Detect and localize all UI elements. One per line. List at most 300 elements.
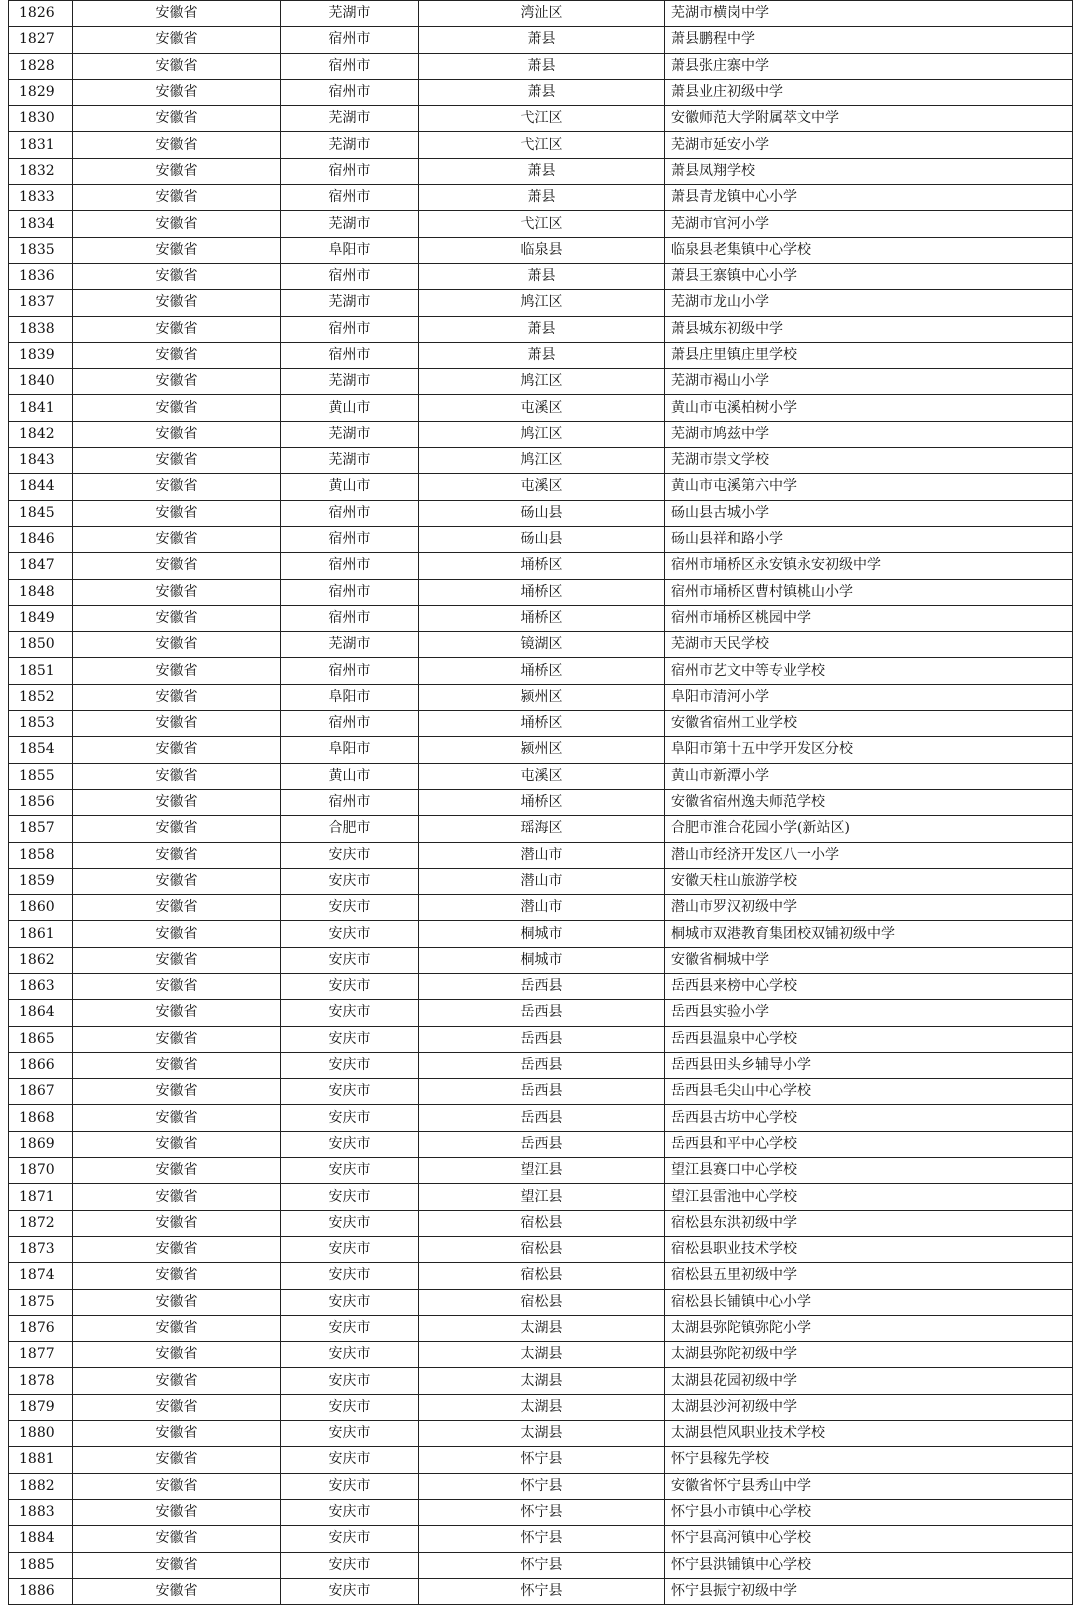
- row-number: 1839: [9, 342, 73, 368]
- row-number: 1874: [9, 1263, 73, 1289]
- city-cell: 黄山市: [281, 763, 419, 789]
- province-cell: 安徽省: [73, 816, 281, 842]
- school-name-cell: 芜湖市褐山小学: [665, 369, 1073, 395]
- city-cell: 安庆市: [281, 1236, 419, 1262]
- province-cell: 安徽省: [73, 27, 281, 53]
- city-cell: 安庆市: [281, 1263, 419, 1289]
- table-row: [9, 1236, 1073, 1262]
- table-row: [9, 1368, 1073, 1394]
- city-cell: 宿州市: [281, 53, 419, 79]
- school-name-cell: 砀山县古城小学: [665, 500, 1073, 526]
- province-cell: 安徽省: [73, 579, 281, 605]
- row-number: 1834: [9, 211, 73, 237]
- row-number: 1846: [9, 526, 73, 552]
- district-cell: 埇桥区: [419, 605, 665, 631]
- table-row: [9, 1131, 1073, 1157]
- city-cell: 安庆市: [281, 1447, 419, 1473]
- district-cell: 砀山县: [419, 526, 665, 552]
- province-cell: 安徽省: [73, 369, 281, 395]
- city-cell: 安庆市: [281, 1026, 419, 1052]
- table-row: [9, 1526, 1073, 1552]
- province-cell: 安徽省: [73, 605, 281, 631]
- table-row: [9, 1499, 1073, 1525]
- table-row: [9, 842, 1073, 868]
- table-row: [9, 158, 1073, 184]
- school-name-cell: 宿州市埇桥区曹村镇桃山小学: [665, 579, 1073, 605]
- district-cell: 湾沚区: [419, 1, 665, 27]
- district-cell: 埇桥区: [419, 579, 665, 605]
- city-cell: 芜湖市: [281, 132, 419, 158]
- school-name-cell: 岳西县田头乡辅导小学: [665, 1052, 1073, 1078]
- row-number: 1873: [9, 1236, 73, 1262]
- school-name-cell: 太湖县沙河初级中学: [665, 1394, 1073, 1420]
- row-number: 1847: [9, 553, 73, 579]
- district-cell: 太湖县: [419, 1342, 665, 1368]
- row-number: 1868: [9, 1105, 73, 1131]
- province-cell: 安徽省: [73, 763, 281, 789]
- city-cell: 芜湖市: [281, 106, 419, 132]
- school-name-cell: 芜湖市延安小学: [665, 132, 1073, 158]
- school-name-cell: 芜湖市崇文学校: [665, 448, 1073, 474]
- row-number: 1867: [9, 1079, 73, 1105]
- province-cell: 安徽省: [73, 711, 281, 737]
- school-name-cell: 安徽省怀宁县秀山中学: [665, 1473, 1073, 1499]
- school-name-cell: 怀宁县高河镇中心学校: [665, 1526, 1073, 1552]
- table-row: [9, 263, 1073, 289]
- district-cell: 宿松县: [419, 1210, 665, 1236]
- city-cell: 宿州市: [281, 789, 419, 815]
- province-cell: 安徽省: [73, 53, 281, 79]
- school-name-cell: 萧县鹏程中学: [665, 27, 1073, 53]
- table-row: [9, 868, 1073, 894]
- school-name-cell: 怀宁县小市镇中心学校: [665, 1499, 1073, 1525]
- table-row: [9, 763, 1073, 789]
- city-cell: 宿州市: [281, 316, 419, 342]
- province-cell: 安徽省: [73, 1263, 281, 1289]
- city-cell: 安庆市: [281, 921, 419, 947]
- city-cell: 芜湖市: [281, 369, 419, 395]
- district-cell: 颍州区: [419, 684, 665, 710]
- province-cell: 安徽省: [73, 1079, 281, 1105]
- row-number: 1872: [9, 1210, 73, 1236]
- school-name-cell: 萧县青龙镇中心小学: [665, 185, 1073, 211]
- province-cell: 安徽省: [73, 1236, 281, 1262]
- row-number: 1840: [9, 369, 73, 395]
- city-cell: 宿州市: [281, 342, 419, 368]
- district-cell: 桐城市: [419, 947, 665, 973]
- table-row: [9, 316, 1073, 342]
- district-cell: 瑶海区: [419, 816, 665, 842]
- province-cell: 安徽省: [73, 1315, 281, 1341]
- city-cell: 宿州市: [281, 185, 419, 211]
- city-cell: 安庆市: [281, 1368, 419, 1394]
- province-cell: 安徽省: [73, 684, 281, 710]
- district-cell: 鸠江区: [419, 421, 665, 447]
- row-number: 1877: [9, 1342, 73, 1368]
- district-cell: 潜山市: [419, 842, 665, 868]
- row-number: 1852: [9, 684, 73, 710]
- row-number: 1866: [9, 1052, 73, 1078]
- district-cell: 萧县: [419, 27, 665, 53]
- province-cell: 安徽省: [73, 158, 281, 184]
- province-cell: 安徽省: [73, 1052, 281, 1078]
- district-cell: 岳西县: [419, 973, 665, 999]
- table-row: [9, 1447, 1073, 1473]
- province-cell: 安徽省: [73, 789, 281, 815]
- district-cell: 埇桥区: [419, 658, 665, 684]
- table-row: [9, 1342, 1073, 1368]
- table-row: [9, 342, 1073, 368]
- school-name-cell: 砀山县祥和路小学: [665, 526, 1073, 552]
- city-cell: 黄山市: [281, 474, 419, 500]
- district-cell: 岳西县: [419, 1131, 665, 1157]
- row-number: 1871: [9, 1184, 73, 1210]
- district-cell: 屯溪区: [419, 474, 665, 500]
- table-row: [9, 1210, 1073, 1236]
- city-cell: 安庆市: [281, 947, 419, 973]
- school-name-cell: 岳西县和平中心学校: [665, 1131, 1073, 1157]
- row-number: 1850: [9, 632, 73, 658]
- school-name-cell: 萧县王寨镇中心小学: [665, 263, 1073, 289]
- table-row: [9, 1184, 1073, 1210]
- row-number: 1833: [9, 185, 73, 211]
- district-cell: 太湖县: [419, 1394, 665, 1420]
- district-cell: 潜山市: [419, 895, 665, 921]
- table-row: [9, 579, 1073, 605]
- province-cell: 安徽省: [73, 448, 281, 474]
- district-cell: 砀山县: [419, 500, 665, 526]
- city-cell: 宿州市: [281, 79, 419, 105]
- province-cell: 安徽省: [73, 973, 281, 999]
- district-cell: 怀宁县: [419, 1552, 665, 1578]
- province-cell: 安徽省: [73, 211, 281, 237]
- school-name-cell: 安徽天柱山旅游学校: [665, 868, 1073, 894]
- table-row: [9, 106, 1073, 132]
- table-row: [9, 395, 1073, 421]
- school-name-cell: 宿松县五里初级中学: [665, 1263, 1073, 1289]
- city-cell: 安庆市: [281, 1105, 419, 1131]
- row-number: 1870: [9, 1158, 73, 1184]
- table-body: [9, 1, 1073, 1605]
- table-row: [9, 1578, 1073, 1604]
- row-number: 1841: [9, 395, 73, 421]
- table-row: [9, 474, 1073, 500]
- table-row: [9, 1421, 1073, 1447]
- school-name-cell: 太湖县恺风职业技术学校: [665, 1421, 1073, 1447]
- row-number: 1857: [9, 816, 73, 842]
- row-number: 1882: [9, 1473, 73, 1499]
- city-cell: 安庆市: [281, 1526, 419, 1552]
- row-number: 1830: [9, 106, 73, 132]
- province-cell: 安徽省: [73, 132, 281, 158]
- city-cell: 安庆市: [281, 842, 419, 868]
- district-cell: 怀宁县: [419, 1499, 665, 1525]
- province-cell: 安徽省: [73, 421, 281, 447]
- district-cell: 望江县: [419, 1158, 665, 1184]
- school-name-cell: 宿州市艺文中等专业学校: [665, 658, 1073, 684]
- table-row: [9, 526, 1073, 552]
- school-name-cell: 合肥市淮合花园小学(新站区): [665, 816, 1073, 842]
- district-cell: 怀宁县: [419, 1447, 665, 1473]
- city-cell: 安庆市: [281, 1473, 419, 1499]
- district-cell: 岳西县: [419, 1105, 665, 1131]
- school-name-cell: 宿松县长铺镇中心小学: [665, 1289, 1073, 1315]
- city-cell: 宿州市: [281, 658, 419, 684]
- row-number: 1831: [9, 132, 73, 158]
- province-cell: 安徽省: [73, 1105, 281, 1131]
- table-row: [9, 1052, 1073, 1078]
- province-cell: 安徽省: [73, 526, 281, 552]
- district-cell: 萧县: [419, 263, 665, 289]
- school-name-cell: 岳西县温泉中心学校: [665, 1026, 1073, 1052]
- city-cell: 安庆市: [281, 1421, 419, 1447]
- province-cell: 安徽省: [73, 553, 281, 579]
- row-number: 1875: [9, 1289, 73, 1315]
- province-cell: 安徽省: [73, 868, 281, 894]
- district-cell: 萧县: [419, 342, 665, 368]
- school-name-cell: 宿州市埇桥区桃园中学: [665, 605, 1073, 631]
- district-cell: 宿松县: [419, 1263, 665, 1289]
- province-cell: 安徽省: [73, 1421, 281, 1447]
- city-cell: 芜湖市: [281, 448, 419, 474]
- district-cell: 弋江区: [419, 132, 665, 158]
- school-name-cell: 太湖县弥陀初级中学: [665, 1342, 1073, 1368]
- school-name-cell: 岳西县古坊中心学校: [665, 1105, 1073, 1131]
- district-cell: 怀宁县: [419, 1578, 665, 1604]
- table-row: [9, 1394, 1073, 1420]
- table-row: [9, 1552, 1073, 1578]
- table-row: [9, 921, 1073, 947]
- province-cell: 安徽省: [73, 474, 281, 500]
- table-row: [9, 632, 1073, 658]
- row-number: 1836: [9, 263, 73, 289]
- row-number: 1886: [9, 1578, 73, 1604]
- province-cell: 安徽省: [73, 106, 281, 132]
- city-cell: 安庆市: [281, 973, 419, 999]
- table-row: [9, 421, 1073, 447]
- row-number: 1843: [9, 448, 73, 474]
- table-row: [9, 947, 1073, 973]
- district-cell: 颍州区: [419, 737, 665, 763]
- province-cell: 安徽省: [73, 1552, 281, 1578]
- district-cell: 埇桥区: [419, 711, 665, 737]
- city-cell: 安庆市: [281, 1158, 419, 1184]
- district-cell: 怀宁县: [419, 1526, 665, 1552]
- city-cell: 芜湖市: [281, 290, 419, 316]
- table-row: [9, 789, 1073, 815]
- district-cell: 萧县: [419, 53, 665, 79]
- city-cell: 安庆市: [281, 868, 419, 894]
- province-cell: 安徽省: [73, 1026, 281, 1052]
- district-cell: 岳西县: [419, 1079, 665, 1105]
- school-name-cell: 怀宁县振宁初级中学: [665, 1578, 1073, 1604]
- row-number: 1837: [9, 290, 73, 316]
- province-cell: 安徽省: [73, 895, 281, 921]
- city-cell: 合肥市: [281, 816, 419, 842]
- district-cell: 太湖县: [419, 1368, 665, 1394]
- province-cell: 安徽省: [73, 947, 281, 973]
- school-name-cell: 岳西县实验小学: [665, 1000, 1073, 1026]
- province-cell: 安徽省: [73, 316, 281, 342]
- district-cell: 弋江区: [419, 211, 665, 237]
- table-row: [9, 895, 1073, 921]
- row-number: 1842: [9, 421, 73, 447]
- school-name-cell: 芜湖市横岗中学: [665, 1, 1073, 27]
- school-name-cell: 安徽省桐城中学: [665, 947, 1073, 973]
- row-number: 1869: [9, 1131, 73, 1157]
- school-name-cell: 芜湖市鸠兹中学: [665, 421, 1073, 447]
- district-cell: 桐城市: [419, 921, 665, 947]
- province-cell: 安徽省: [73, 79, 281, 105]
- province-cell: 安徽省: [73, 658, 281, 684]
- table-row: [9, 1473, 1073, 1499]
- province-cell: 安徽省: [73, 185, 281, 211]
- province-cell: 安徽省: [73, 921, 281, 947]
- table-row: [9, 553, 1073, 579]
- row-number: 1849: [9, 605, 73, 631]
- school-name-cell: 萧县张庄寨中学: [665, 53, 1073, 79]
- table-row: [9, 290, 1073, 316]
- row-number: 1862: [9, 947, 73, 973]
- row-number: 1879: [9, 1394, 73, 1420]
- row-number: 1832: [9, 158, 73, 184]
- city-cell: 芜湖市: [281, 421, 419, 447]
- city-cell: 宿州市: [281, 605, 419, 631]
- school-name-cell: 怀宁县稼先学校: [665, 1447, 1073, 1473]
- city-cell: 安庆市: [281, 1052, 419, 1078]
- city-cell: 宿州市: [281, 263, 419, 289]
- row-number: 1859: [9, 868, 73, 894]
- school-name-cell: 怀宁县洪铺镇中心学校: [665, 1552, 1073, 1578]
- city-cell: 安庆市: [281, 1552, 419, 1578]
- city-cell: 宿州市: [281, 158, 419, 184]
- row-number: 1829: [9, 79, 73, 105]
- row-number: 1860: [9, 895, 73, 921]
- district-cell: 鸠江区: [419, 448, 665, 474]
- table-row: [9, 737, 1073, 763]
- row-number: 1884: [9, 1526, 73, 1552]
- city-cell: 安庆市: [281, 1131, 419, 1157]
- district-cell: 镜湖区: [419, 632, 665, 658]
- school-name-cell: 黄山市新潭小学: [665, 763, 1073, 789]
- district-cell: 太湖县: [419, 1421, 665, 1447]
- province-cell: 安徽省: [73, 237, 281, 263]
- school-name-cell: 黄山市屯溪第六中学: [665, 474, 1073, 500]
- school-name-cell: 芜湖市龙山小学: [665, 290, 1073, 316]
- province-cell: 安徽省: [73, 263, 281, 289]
- row-number: 1883: [9, 1499, 73, 1525]
- province-cell: 安徽省: [73, 1499, 281, 1525]
- row-number: 1853: [9, 711, 73, 737]
- province-cell: 安徽省: [73, 1473, 281, 1499]
- table-row: [9, 605, 1073, 631]
- city-cell: 安庆市: [281, 895, 419, 921]
- city-cell: 安庆市: [281, 1578, 419, 1604]
- school-name-cell: 太湖县弥陀镇弥陀小学: [665, 1315, 1073, 1341]
- school-name-cell: 岳西县毛尖山中心学校: [665, 1079, 1073, 1105]
- table-row: [9, 816, 1073, 842]
- province-cell: 安徽省: [73, 1289, 281, 1315]
- school-name-cell: 潜山市罗汉初级中学: [665, 895, 1073, 921]
- district-cell: 萧县: [419, 158, 665, 184]
- district-cell: 宿松县: [419, 1289, 665, 1315]
- row-number: 1864: [9, 1000, 73, 1026]
- row-number: 1838: [9, 316, 73, 342]
- province-cell: 安徽省: [73, 1, 281, 27]
- district-cell: 萧县: [419, 316, 665, 342]
- city-cell: 宿州市: [281, 500, 419, 526]
- row-number: 1854: [9, 737, 73, 763]
- table-row: [9, 1026, 1073, 1052]
- school-name-cell: 安徽省宿州逸夫师范学校: [665, 789, 1073, 815]
- school-list-sheet: [8, 0, 1072, 1605]
- city-cell: 宿州市: [281, 711, 419, 737]
- school-name-cell: 芜湖市官河小学: [665, 211, 1073, 237]
- district-cell: 鸠江区: [419, 290, 665, 316]
- province-cell: 安徽省: [73, 1526, 281, 1552]
- city-cell: 芜湖市: [281, 211, 419, 237]
- province-cell: 安徽省: [73, 737, 281, 763]
- city-cell: 安庆市: [281, 1315, 419, 1341]
- city-cell: 安庆市: [281, 1394, 419, 1420]
- school-name-cell: 安徽省宿州工业学校: [665, 711, 1073, 737]
- school-name-cell: 宿松县职业技术学校: [665, 1236, 1073, 1262]
- school-name-cell: 安徽师范大学附属萃文中学: [665, 106, 1073, 132]
- province-cell: 安徽省: [73, 1394, 281, 1420]
- city-cell: 宿州市: [281, 526, 419, 552]
- table-row: [9, 53, 1073, 79]
- district-cell: 太湖县: [419, 1315, 665, 1341]
- province-cell: 安徽省: [73, 842, 281, 868]
- district-cell: 屯溪区: [419, 763, 665, 789]
- province-cell: 安徽省: [73, 395, 281, 421]
- row-number: 1861: [9, 921, 73, 947]
- city-cell: 宿州市: [281, 579, 419, 605]
- table-row: [9, 711, 1073, 737]
- city-cell: 宿州市: [281, 553, 419, 579]
- row-number: 1851: [9, 658, 73, 684]
- school-name-cell: 望江县赛口中心学校: [665, 1158, 1073, 1184]
- row-number: 1876: [9, 1315, 73, 1341]
- province-cell: 安徽省: [73, 1131, 281, 1157]
- table-row: [9, 1289, 1073, 1315]
- school-list-table: [8, 0, 1073, 1605]
- city-cell: 安庆市: [281, 1499, 419, 1525]
- school-name-cell: 萧县业庄初级中学: [665, 79, 1073, 105]
- table-row: [9, 132, 1073, 158]
- district-cell: 岳西县: [419, 1052, 665, 1078]
- district-cell: 怀宁县: [419, 1473, 665, 1499]
- city-cell: 芜湖市: [281, 1, 419, 27]
- province-cell: 安徽省: [73, 1184, 281, 1210]
- table-row: [9, 500, 1073, 526]
- province-cell: 安徽省: [73, 1447, 281, 1473]
- district-cell: 岳西县: [419, 1000, 665, 1026]
- province-cell: 安徽省: [73, 1578, 281, 1604]
- school-name-cell: 太湖县花园初级中学: [665, 1368, 1073, 1394]
- province-cell: 安徽省: [73, 1000, 281, 1026]
- school-name-cell: 阜阳市第十五中学开发区分校: [665, 737, 1073, 763]
- city-cell: 安庆市: [281, 1289, 419, 1315]
- city-cell: 安庆市: [281, 1079, 419, 1105]
- district-cell: 埇桥区: [419, 553, 665, 579]
- province-cell: 安徽省: [73, 632, 281, 658]
- school-name-cell: 萧县城东初级中学: [665, 316, 1073, 342]
- table-row: [9, 1263, 1073, 1289]
- province-cell: 安徽省: [73, 500, 281, 526]
- row-number: 1878: [9, 1368, 73, 1394]
- district-cell: 望江县: [419, 1184, 665, 1210]
